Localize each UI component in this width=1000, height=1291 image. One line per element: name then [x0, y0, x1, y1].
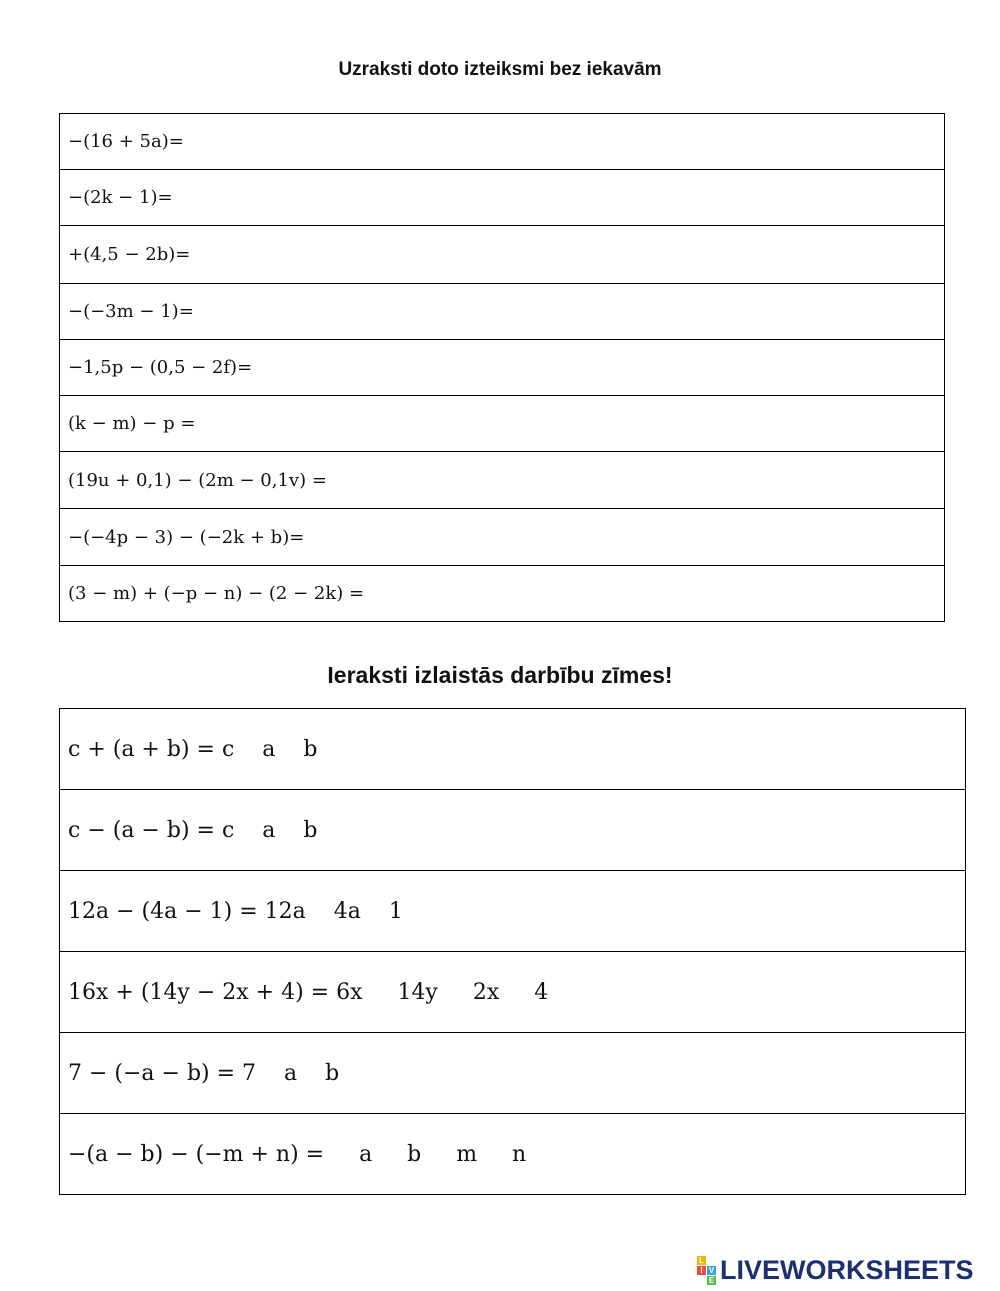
- missing-signs-table: [59, 708, 966, 1195]
- logo-mark-l: L: [697, 1256, 706, 1265]
- logo-mark-i: I: [697, 1266, 706, 1275]
- sign-row[interactable]: 16x + (14y − 2x + 4) = 6x 14y 2x 4: [60, 952, 966, 1033]
- sign-row[interactable]: c − (a − b) = c a b: [60, 790, 966, 871]
- expression-row[interactable]: −(16 + 5a)=: [60, 114, 945, 170]
- section2-title: Ieraksti izlaistās darbību zīmes!: [327, 662, 673, 688]
- sign-row[interactable]: c + (a + b) = c a b: [60, 709, 966, 790]
- expressions-table: [59, 113, 945, 622]
- logo-mark-v: V: [708, 1265, 715, 1275]
- expression-row[interactable]: (3 − m) + (−p − n) − (2 − 2k) =: [60, 566, 945, 622]
- sign-row[interactable]: −(a − b) − (−m + n) = a b m n: [60, 1114, 966, 1195]
- expression-row[interactable]: −(2k − 1)=: [60, 170, 945, 226]
- logo-mark-icon: [697, 1256, 716, 1285]
- section1-title: Uzraksti doto izteiksmi bez iekavām: [338, 59, 662, 80]
- expression-row[interactable]: −(−3m − 1)=: [60, 284, 945, 340]
- sign-row[interactable]: 12a − (4a − 1) = 12a 4a 1: [60, 871, 966, 952]
- sign-row[interactable]: 7 − (−a − b) = 7 a b: [60, 1033, 966, 1114]
- expression-row[interactable]: (k − m) − p =: [60, 396, 945, 452]
- expression-row[interactable]: (19u + 0,1) − (2m − 0,1v) =: [60, 452, 945, 509]
- logo-text: LIVEWORKSHEETS: [720, 1254, 974, 1285]
- expression-row[interactable]: −(−4p − 3) − (−2k + b)=: [60, 509, 945, 566]
- liveworksheets-logo: [697, 1255, 974, 1285]
- expression-row[interactable]: +(4,5 − 2b)=: [60, 226, 945, 284]
- logo-mark-e: E: [708, 1275, 715, 1285]
- expression-row[interactable]: −1,5p − (0,5 − 2f)=: [60, 340, 945, 396]
